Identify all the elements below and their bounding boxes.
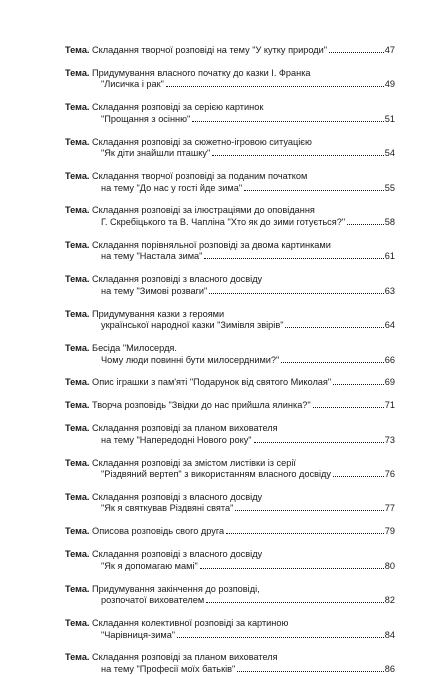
toc-entry — [65, 137, 395, 160]
toc-leader-dots — [244, 190, 384, 191]
toc-entry-text — [101, 320, 283, 332]
toc-entry-line — [65, 618, 395, 630]
toc-page-number: 51 — [384, 113, 395, 124]
toc-entry — [65, 458, 395, 481]
toc-entry-title: на тему "Настала зима" — [101, 251, 203, 262]
toc-entry-continuation — [65, 286, 395, 298]
toc-entry-line — [65, 240, 395, 252]
toc-entry-prefix: Тема. — [65, 377, 90, 388]
toc-page-number: 76 — [384, 469, 395, 480]
toc-entry-prefix: Тема. — [65, 583, 90, 594]
toc-entry-text — [65, 45, 327, 57]
toc-entry-title: "Прощання з осінню" — [101, 113, 191, 124]
toc-entry-title: розпочатої вихователем — [101, 595, 205, 606]
toc-entry-title: Складання творчої розповіді за поданим початком — [92, 171, 308, 182]
toc-entry-continuation — [65, 630, 395, 642]
toc-entry-continuation — [65, 503, 395, 515]
toc-entry-title: "Чарівниця-зима" — [101, 629, 176, 640]
toc-page-number: 84 — [384, 629, 395, 640]
toc-entry — [65, 377, 395, 389]
toc-leader-dots — [333, 384, 384, 385]
toc-entry-title: Складання розповіді за ілюстраціями до оповідання — [92, 205, 315, 216]
toc-entry-text — [101, 595, 204, 607]
toc-entry-text — [101, 114, 190, 126]
toc-entry-text — [65, 549, 262, 561]
toc-entry-title: Складання розповіді з власного досвіду — [92, 491, 263, 502]
toc-entry-continuation — [65, 561, 395, 573]
toc-entry-title: Придумування закінчення до розповіді, — [92, 583, 260, 594]
toc-entry — [65, 618, 395, 641]
toc-entry-line — [65, 549, 395, 561]
toc-entry-text — [65, 423, 278, 435]
toc-entry-text — [65, 377, 331, 389]
toc-entry — [65, 240, 395, 263]
toc-entry-line — [65, 343, 395, 355]
toc-entry-text — [65, 102, 263, 114]
toc-entry-text — [65, 343, 177, 355]
toc-page-number: 82 — [384, 595, 395, 606]
toc-entry-title: української народної казки "Зимівля звірів" — [101, 320, 284, 331]
toc-entry-title: Бесіда "Милосердя. — [92, 343, 177, 354]
toc-entry — [65, 526, 395, 538]
toc-entry-prefix: Тема. — [65, 423, 90, 434]
toc-entry-title: Складання розповіді за серією картинок — [92, 102, 264, 113]
toc-entry-prefix: Тема. — [65, 526, 90, 537]
toc-entry-continuation — [65, 320, 395, 332]
toc-page-number: 80 — [384, 560, 395, 571]
toc-entry-text — [65, 68, 311, 80]
toc-entry-text — [65, 274, 262, 286]
toc-leader-dots — [200, 568, 384, 569]
table-of-contents — [65, 45, 395, 675]
toc-entry — [65, 68, 395, 91]
toc-entry-prefix: Тема. — [65, 274, 90, 285]
toc-entry-title: Складання творчої розповіді на тему "У кутку природи" — [92, 45, 328, 55]
toc-entry-line — [65, 377, 395, 389]
toc-entry-prefix: Тема. — [65, 171, 90, 182]
toc-leader-dots — [212, 155, 384, 156]
toc-entry-line — [65, 102, 395, 114]
toc-entry-line — [65, 171, 395, 183]
toc-page-number: 54 — [384, 148, 395, 159]
toc-page-number: 71 — [384, 400, 395, 411]
toc-entry-text — [65, 652, 278, 664]
toc-entry-line — [65, 526, 395, 538]
toc-entry-prefix: Тема. — [65, 136, 90, 147]
toc-entry-text — [101, 664, 235, 675]
toc-entry-title: Складання колективної розповіді за картиною — [92, 618, 289, 629]
toc-page-number: 49 — [384, 79, 395, 90]
toc-entry-title: Придумування казки з героями — [92, 308, 225, 319]
toc-leader-dots — [204, 258, 383, 259]
toc-entry — [65, 584, 395, 607]
toc-entry-text — [101, 503, 233, 515]
toc-entry-title: "Лисичка і рак" — [101, 79, 164, 90]
toc-entry — [65, 423, 395, 446]
toc-entry-continuation — [65, 595, 395, 607]
toc-entry-text — [65, 240, 331, 252]
toc-entry-prefix: Тема. — [65, 343, 90, 354]
toc-entry-text — [65, 205, 315, 217]
toc-entry — [65, 400, 395, 412]
toc-page-number: 73 — [384, 434, 395, 445]
toc-entry-prefix: Тема. — [65, 457, 90, 468]
toc-entry-line — [65, 68, 395, 80]
toc-entry-line — [65, 137, 395, 149]
toc-entry-text — [65, 137, 312, 149]
toc-leader-dots — [226, 533, 384, 534]
toc-page-number: 77 — [384, 503, 395, 514]
toc-entry-prefix: Тема. — [65, 308, 90, 319]
toc-page-number: 86 — [384, 663, 395, 674]
toc-entry-text — [101, 217, 345, 229]
toc-entry-continuation — [65, 79, 395, 91]
toc-entry-line — [65, 45, 395, 57]
toc-entry-prefix: Тема. — [65, 45, 90, 55]
toc-page-number: 64 — [384, 320, 395, 331]
toc-entry — [65, 343, 395, 366]
toc-entry-text — [101, 630, 175, 642]
toc-entry-line — [65, 492, 395, 504]
toc-leader-dots — [347, 224, 384, 225]
toc-entry — [65, 102, 395, 125]
toc-entry-prefix: Тема. — [65, 549, 90, 560]
toc-entry-text — [101, 183, 242, 195]
toc-entry-title: Описова розповідь свого друга — [92, 526, 225, 537]
toc-leader-dots — [235, 510, 383, 511]
toc-entry-title: на тему "Напередодні Нового року" — [101, 434, 252, 445]
toc-entry-text — [65, 618, 288, 630]
toc-entry-title: Чому люди повинні бути милосердними?" — [101, 354, 280, 365]
toc-page-number: 63 — [384, 285, 395, 296]
toc-entry-text — [65, 458, 296, 470]
toc-entry-title: на тему "До нас у гості йде зима" — [101, 182, 243, 193]
toc-leader-dots — [206, 602, 384, 603]
toc-entry-title: "Різдвяний вертеп" з використанням власного досвіду — [101, 469, 331, 480]
toc-entry-line — [65, 274, 395, 286]
toc-entry-text — [65, 309, 224, 321]
toc-entry-prefix: Тема. — [65, 67, 90, 78]
toc-entry-continuation — [65, 183, 395, 195]
toc-entry-text — [101, 435, 252, 447]
toc-entry — [65, 652, 395, 675]
toc-entry-text — [65, 584, 260, 596]
toc-page-number: 55 — [384, 182, 395, 193]
toc-entry-line — [65, 309, 395, 321]
toc-entry — [65, 45, 395, 57]
toc-page-number: 61 — [384, 251, 395, 262]
toc-entry-line — [65, 584, 395, 596]
toc-page-number: 79 — [384, 526, 395, 537]
toc-entry — [65, 274, 395, 297]
toc-leader-dots — [166, 86, 384, 87]
toc-entry-text — [101, 148, 210, 160]
toc-entry-title: Складання розповіді за змістом листівки із серії — [92, 457, 296, 468]
toc-entry-line — [65, 458, 395, 470]
toc-entry-line — [65, 400, 395, 412]
toc-entry-continuation — [65, 469, 395, 481]
toc-entry-title: Придумування власного початку до казки І. Франка — [92, 67, 311, 78]
toc-entry-prefix: Тема. — [65, 618, 90, 629]
toc-entry-title: Складання розповіді з власного досвіду — [92, 274, 263, 285]
toc-leader-dots — [254, 442, 384, 443]
toc-leader-dots — [177, 637, 384, 638]
toc-leader-dots — [333, 476, 384, 477]
toc-entry-text — [101, 355, 279, 367]
toc-entry-title: Творча розповідь "Звідки до нас прийшла ялинка?" — [92, 400, 311, 411]
toc-entry-continuation — [65, 114, 395, 126]
toc-entry-continuation — [65, 664, 395, 675]
toc-entry-title: Г. Скребіцького та В. Чапліна "Хто як до зими готується?" — [101, 216, 346, 227]
toc-entry-title: "Як я святкував Різдвяні свята" — [101, 503, 234, 514]
toc-entry-text — [101, 561, 198, 573]
toc-entry-prefix: Тема. — [65, 491, 90, 502]
toc-entry-text — [101, 251, 202, 263]
toc-entry-title: Складання порівняльної розповіді за двома картинками — [92, 239, 331, 250]
toc-entry-text — [65, 492, 262, 504]
toc-entry-text — [65, 400, 311, 412]
toc-page-number: 69 — [384, 377, 395, 388]
toc-entry-title: "Як діти знайшли пташку" — [101, 148, 211, 159]
toc-entry — [65, 205, 395, 228]
toc-leader-dots — [313, 407, 384, 408]
toc-entry-text — [65, 526, 224, 538]
toc-entry-prefix: Тема. — [65, 239, 90, 250]
toc-leader-dots — [285, 327, 383, 328]
toc-leader-dots — [237, 671, 383, 672]
toc-page-number: 47 — [384, 45, 395, 55]
toc-entry-title: Складання розповіді за планом вихователя — [92, 652, 278, 663]
toc-leader-dots — [329, 52, 384, 53]
toc-page-number: 66 — [384, 354, 395, 365]
toc-entry-title: "Як я допомагаю мамі" — [101, 560, 198, 571]
toc-entry — [65, 492, 395, 515]
toc-entry-title: Складання розповіді за планом вихователя — [92, 423, 278, 434]
toc-entry-continuation — [65, 148, 395, 160]
toc-entry-line — [65, 652, 395, 664]
toc-entry-title: Складання розповіді за сюжетно-ігровою ситуацією — [92, 136, 312, 147]
toc-entry-continuation — [65, 435, 395, 447]
toc-entry-prefix: Тема. — [65, 400, 90, 411]
toc-entry-prefix: Тема. — [65, 652, 90, 663]
toc-entry-text — [101, 286, 207, 298]
toc-leader-dots — [281, 362, 383, 363]
toc-entry-text — [101, 79, 164, 91]
toc-entry-continuation — [65, 251, 395, 263]
toc-entry-prefix: Тема. — [65, 102, 90, 113]
toc-entry-text — [65, 171, 307, 183]
toc-entry-title: на тему "Зимові розваги" — [101, 285, 208, 296]
toc-entry-title: Опис іграшки з пам'яті "Подарунок від святого Миколая" — [92, 377, 332, 388]
toc-leader-dots — [192, 121, 384, 122]
toc-entry-line — [65, 423, 395, 435]
toc-entry — [65, 549, 395, 572]
toc-entry-line — [65, 205, 395, 217]
toc-entry-text — [101, 469, 331, 481]
toc-entry — [65, 171, 395, 194]
toc-entry-title: на тему "Професії моїх батьків" — [101, 663, 236, 674]
toc-leader-dots — [209, 293, 383, 294]
toc-entry-title: Складання розповіді з власного досвіду — [92, 549, 263, 560]
toc-entry — [65, 309, 395, 332]
toc-entry-continuation — [65, 355, 395, 367]
toc-entry-continuation — [65, 217, 395, 229]
toc-page-number: 58 — [384, 216, 395, 227]
toc-entry-prefix: Тема. — [65, 205, 90, 216]
